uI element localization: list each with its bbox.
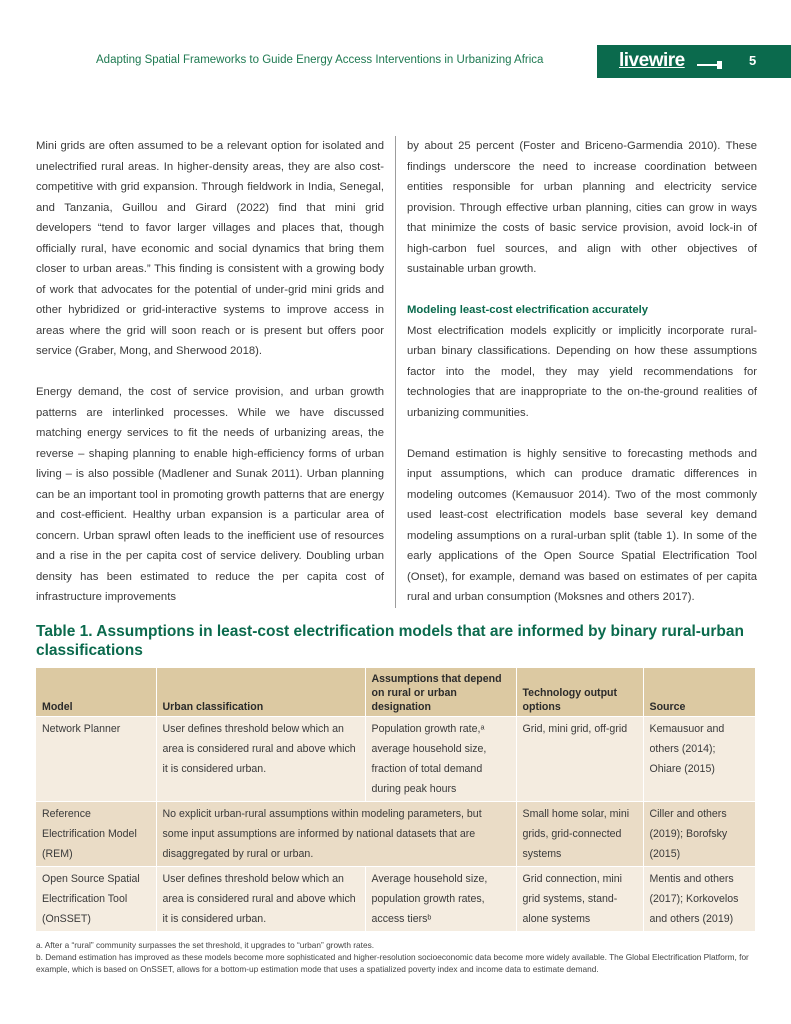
column-header: Technology output options: [516, 668, 643, 717]
table-cell: User defines threshold below which an area is considered rural and above which it is considered urban.: [156, 716, 365, 801]
table-cell: Reference Electrification Model (REM): [36, 801, 156, 866]
table-row: [36, 716, 755, 801]
body-columns: [36, 136, 757, 608]
right-column: [407, 136, 757, 608]
table-header-row: [36, 668, 755, 717]
table-footnotes: [36, 939, 756, 975]
column-header: Source: [643, 668, 755, 717]
section-subheading: Modeling least-cost electrification accurately: [407, 304, 649, 316]
page-number: 5: [749, 53, 757, 68]
column-divider: [395, 136, 396, 608]
table-cell: No explicit urban-rural assumptions within modeling parameters, but some input assumptions are informed by national datasets that are disaggregated by rural or urban.: [156, 801, 516, 866]
table-cell: Network Planner: [36, 716, 156, 801]
table-cell: Population growth rate,ᵃ average household size, fraction of total demand during peak hours: [365, 716, 516, 801]
footnote: a. After a “rural” community surpasses the set threshold, it upgrades to “urban” growth rates.: [36, 939, 375, 950]
column-header: Urban classification: [156, 668, 365, 717]
table-cell: Mentis and others (2017); Korkovelos and others (2019): [643, 866, 755, 931]
table-cell: Grid connection, mini grid systems, stand-alone systems: [516, 866, 643, 931]
assumptions-table: [36, 668, 756, 931]
paragraph: Mini grids are often assumed to be a relevant option for isolated and unelectrified rural areas. In higher-density areas, they are also cost-competitive with grid expansion. Through fieldwork in India, Senegal, and Tanzania, Guillou and Girard (2022) find that mini grid developers “tend to favor larger villages and places that, though officially rural, have economic and social dynamics that bring them closer to urban areas.” This finding is consistent with a growing body of work that advocates for the potential of under-grid mini grids and other hybridized or grid-interactive systems to improve access in areas where the grid will soon reach or is present but offers poor service (Graber, Mong, and Sherwood 2018).: [36, 140, 384, 357]
table-cell: User defines threshold below which an area is considered rural and above which it is considered urban.: [156, 866, 365, 931]
table-row: [36, 801, 755, 866]
footnote: b. Demand estimation has improved as these models become more sophisticated and higher-resolution socioeconomic data become more widely available. The Global Electrification Platform, for example, which is based on OnSSET, allows for a bottom-up estimation mode that uses a spatialized poverty index and income data to estimate demand.: [36, 951, 749, 974]
table-cell: Open Source Spatial Electrification Tool (OnSSET): [36, 866, 156, 931]
paragraph: by about 25 percent (Foster and Briceno-Garmendia 2010). These findings underscore the need to increase coordination between entities responsible for urban planning and electricity service provision. Through effective urban planning, cities can grow in ways that minimize the costs of basic service provision, avoid lock-in of high-carbon fuel sources, and align with other objectives of sustainable urban growth.: [407, 140, 757, 275]
paragraph: Most electrification models explicitly or implicitly incorporate rural-urban binary classifications. Depending on how these assumptions factor into the model, they may yield recommendations for technologies that are inappropriate to the on-the-ground realities of urbanizing communities.: [407, 324, 757, 419]
table-cell: Kemausuor and others (2014); Ohiare (2015): [643, 716, 755, 801]
column-header: Model: [36, 668, 156, 717]
table-cell: Grid, mini grid, off-grid: [516, 716, 643, 801]
table-row: [36, 866, 755, 931]
left-column: [36, 136, 384, 608]
running-header-title: Adapting Spatial Frameworks to Guide Energy Access Interventions in Urbanizing Africa: [96, 54, 544, 66]
table-cell: Average household size, population growth rates, access tiersᵇ: [365, 866, 516, 931]
table-cell: Small home solar, mini grids, grid-connected systems: [516, 801, 643, 866]
paragraph: Energy demand, the cost of service provision, and urban growth patterns are interlinked processes. While we have discussed matching energy services to fit the needs of urbanizing areas, the reverse – shaping planning to enable high-efficiency forms of urban living – is also possible (Madlener and Sunak 2011). Urban planning can be an important tool in promoting growth patterns that are energy and cost-efficient. Healthy urban expansion is a particular area of concern. Urban sprawl often leads to the inefficient use of resources and a rise in the per capita cost of service delivery. Doubling urban density has been estimated to reduce the per capita cost of infrastructure improvements: [36, 386, 384, 603]
table-cell: Ciller and others (2019); Borofsky (2015): [643, 801, 755, 866]
paragraph: Demand estimation is highly sensitive to forecasting methods and input assumptions, which can produce dramatic differences in modeling outcomes (Kemausuor 2014). Two of the most commonly used least-cost electrification models base several key demand modeling assumptions on a rural-urban split (table 1). In some of the early applications of the Open Source Spatial Electrification Tool (Onset), for example, demand was based on estimates of per capita rural and urban consumption (Moksnes and others 2017).: [407, 447, 757, 603]
page-content: [36, 0, 757, 995]
table-title: Table 1. Assumptions in least-cost electrification models that are informed by binary rural-urban classifications: [36, 622, 744, 659]
livewire-logo: livewire: [619, 50, 685, 71]
column-header: Assumptions that depend on rural or urban designation: [365, 668, 516, 717]
